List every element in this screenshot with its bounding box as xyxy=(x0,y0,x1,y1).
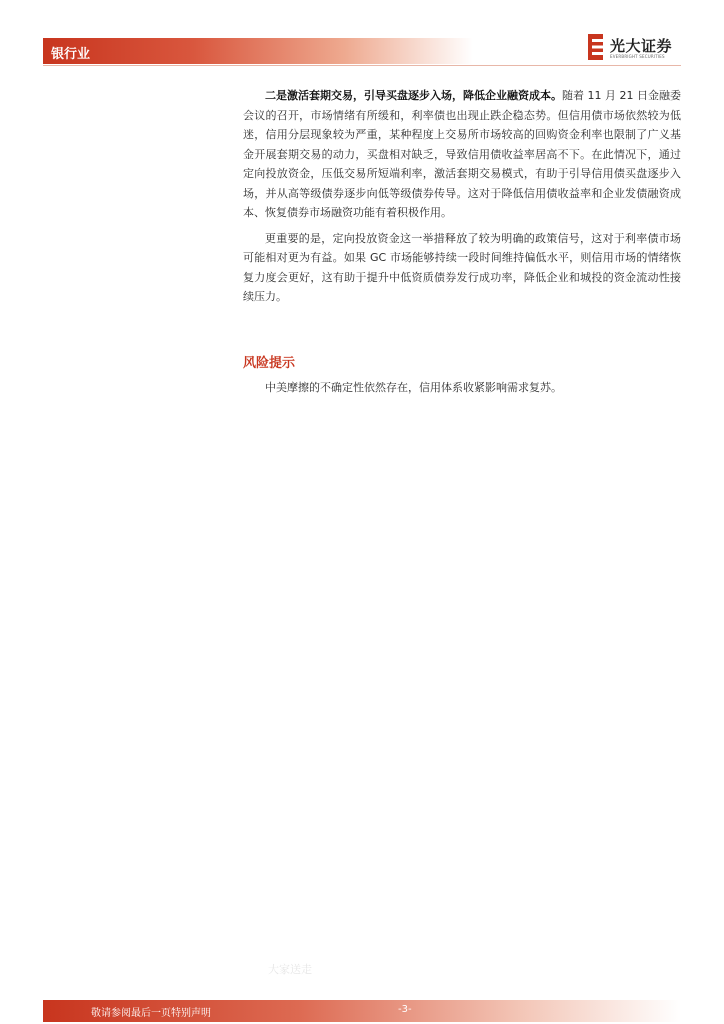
body-content xyxy=(243,86,681,313)
footer-disclaimer: 敬请参阅最后一页特别声明 xyxy=(91,1008,211,1019)
paragraph-1 xyxy=(243,86,681,223)
header-divider xyxy=(43,65,681,66)
footer-banner xyxy=(43,1000,681,1022)
paragraph-2 xyxy=(243,229,681,307)
paragraph-1-heading: 二是激活套期交易，引导买盘逐步入场，降低企业融资成本。 xyxy=(265,89,563,102)
risk-text: 中美摩擦的不确定性依然存在，信用体系收紧影响需求复苏。 xyxy=(265,381,562,394)
page-number: -3- xyxy=(398,1004,412,1015)
risk-heading: 风险提示 xyxy=(243,356,296,371)
company-logo xyxy=(588,34,688,62)
logo-subtitle: EVERBRIGHT SECURITIES xyxy=(610,54,665,59)
header-banner xyxy=(43,38,473,64)
watermark: 大家送走 xyxy=(268,963,312,976)
section-label: 银行业 xyxy=(51,47,91,62)
everbright-logo-icon xyxy=(588,34,603,60)
paragraph-2-text: 更重要的是，定向投放资金这一举措释放了较为明确的政策信号，这对于利率债市场可能相对更为有益。如果 GC 市场能够持续一段时间维持偏低水平，则信用市场的情绪恢复力度会更好，这有助于提升中低资质债券发行成功率，降低企业和城投的资金流动性接续压力。 xyxy=(243,231,681,303)
logo-name: 光大证券 xyxy=(610,37,673,55)
paragraph-1-text: 随着 11 月 21 日金融委会议的召开，市场情绪有所缓和，利率债也出现止跌企稳态势。但信用债市场依然较为低迷，信用分层现象较为严重，某种程度上交易所市场较高的回购资金利率也限制了广义基金开展套期交易的动力，买盘相对缺乏，导致信用债收益率居高不下。在此情况下，通过定向投放资金，压低交易所短端利率，激活套期交易模式，有助于引导信用债买盘逐步入场，并从高等级债券逐步向低等级债券传导。这对于降低信用债收益率和企业发债融资成本、恢复债券市场融资功能有着积极作用。 xyxy=(243,89,682,219)
